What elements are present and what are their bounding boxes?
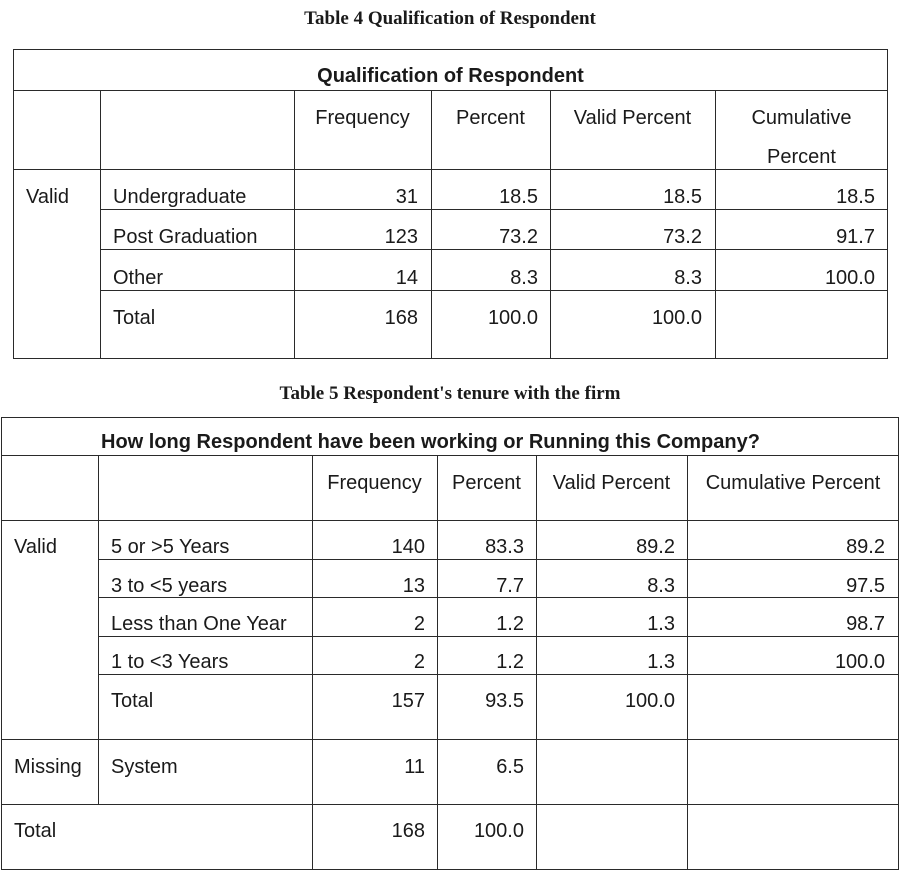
table5-cell-frequency: 2 [413, 613, 425, 635]
table4-header-valid-percent: Valid Percent [573, 107, 692, 129]
table4-cell-frequency: 123 [384, 226, 418, 248]
table5-header-frequency: Frequency [327, 472, 422, 494]
table5-cell-frequency: 13 [402, 575, 425, 597]
table5-cell-percent: 6.5 [496, 756, 524, 778]
table5-cell-cumulative: 100.0 [834, 651, 885, 673]
table5-cell-frequency: 2 [413, 651, 425, 673]
table4-row-divider [100, 249, 888, 250]
table5-row-label: 1 to <3 Years [111, 651, 229, 673]
table5-row-label: Total [111, 690, 154, 712]
table5-header-valid-percent: Valid Percent [552, 472, 671, 494]
table4-cell-percent: 8.3 [510, 267, 538, 289]
table4-row-label: Undergraduate [113, 186, 247, 208]
table5-row-label: Less than One Year [111, 613, 287, 635]
table5-row-divider [98, 636, 899, 637]
table5-cell-percent: 83.3 [485, 536, 524, 558]
table5-title-divider [1, 455, 899, 456]
table4-cell-cumulative: 100.0 [824, 267, 875, 289]
table5-section-divider [1, 739, 899, 740]
table5-cell-valid-percent: 1.3 [647, 613, 675, 635]
table5-cell-cumulative: 97.5 [846, 575, 885, 597]
table5-total-label: Total [14, 820, 57, 842]
table5-cell-frequency: 157 [391, 690, 425, 712]
table5-cell-valid-percent: 8.3 [647, 575, 675, 597]
table4-cell-valid-percent: 18.5 [663, 186, 702, 208]
table4-row-divider [100, 290, 888, 291]
table4-cell-valid-percent: 100.0 [651, 307, 702, 329]
table5-row-divider [98, 559, 899, 560]
table4-title: Qualification of Respondent [317, 65, 584, 87]
table4-cell-percent: 73.2 [499, 226, 538, 248]
table4-col-divider [100, 90, 101, 359]
table5-cell-percent: 1.2 [496, 613, 524, 635]
table5-cell-percent: 93.5 [485, 690, 524, 712]
table5-cell-frequency: 140 [391, 536, 425, 558]
table4-title-divider [13, 90, 888, 91]
table4-caption: Table 4 Qualification of Respondent [304, 8, 596, 29]
table5-row-label: System [111, 756, 178, 778]
table4-cell-cumulative: 18.5 [836, 186, 875, 208]
table4-header-frequency: Frequency [315, 107, 410, 129]
table4-cell-percent: 100.0 [487, 307, 538, 329]
table5-cell-cumulative: 89.2 [846, 536, 885, 558]
table5-cell-valid-percent: 100.0 [624, 690, 675, 712]
table4-header-cumulative: Cumulative [751, 107, 852, 129]
table4-cell-frequency: 31 [395, 186, 418, 208]
table4-row-label: Other [113, 267, 164, 289]
table4-header-percent: Percent [456, 107, 525, 129]
table5-caption: Table 5 Respondent's tenure with the firm [279, 383, 621, 404]
table5-row-label: 5 or >5 Years [111, 536, 230, 558]
table5-cell-valid-percent: 89.2 [636, 536, 675, 558]
table5-header-cumulative-percent: Cumulative Percent [705, 472, 881, 494]
table5-row-divider [98, 674, 899, 675]
table4-cell-percent: 18.5 [499, 186, 538, 208]
table5-header-percent: Percent [452, 472, 521, 494]
table4-cell-valid-percent: 8.3 [674, 267, 702, 289]
table5-col-divider [98, 455, 99, 804]
table4-header-divider [13, 169, 888, 170]
table5-group-valid: Valid [14, 536, 57, 558]
table4-cell-cumulative: 91.7 [836, 226, 875, 248]
table5-cell-valid-percent: 1.3 [647, 651, 675, 673]
table5-cell-frequency: 11 [404, 756, 425, 778]
table4-cell-frequency: 168 [384, 307, 418, 329]
table5-cell-percent: 1.2 [496, 651, 524, 673]
table5-cell-percent: 100.0 [473, 820, 524, 842]
table4-row-label: Total [113, 307, 156, 329]
table5-cell-frequency: 168 [391, 820, 425, 842]
table5-title: How long Respondent have been working or Running this Company? [101, 431, 760, 453]
table4-row-divider [100, 209, 888, 210]
table4-cell-valid-percent: 73.2 [663, 226, 702, 248]
table5-row-label: 3 to <5 years [111, 575, 228, 597]
table5-cell-cumulative: 98.7 [846, 613, 885, 635]
table4-row-label: Post Graduation [113, 226, 258, 248]
table4-cell-frequency: 14 [395, 267, 418, 289]
table5-header-divider [1, 520, 899, 521]
table5-cell-percent: 7.7 [496, 575, 524, 597]
table4-group-valid: Valid [26, 186, 69, 208]
table5-group-missing: Missing [14, 756, 82, 778]
table5-section-divider [1, 804, 899, 805]
table4-header-cumulative-percent: Percent [767, 146, 836, 168]
